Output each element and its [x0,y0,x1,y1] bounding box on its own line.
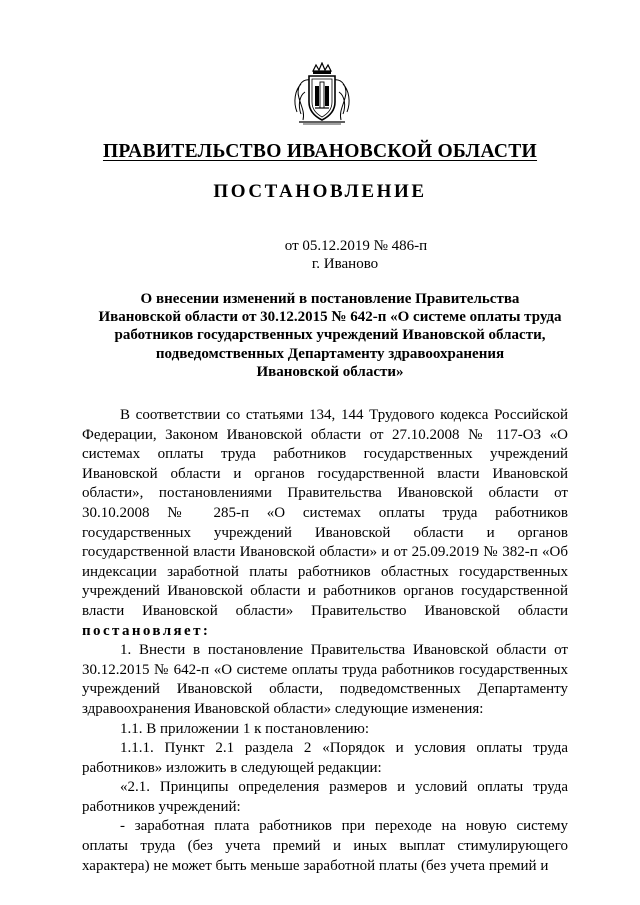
body-paragraph: 1.1. В приложении 1 к постановлению: [120,720,370,737]
body-paragraph: 1. Внести в постановление Правительства Ивановской области от 30.12.2015 № 642-п «О системе оплаты труда работников государственных учреждений Ивановской области, подведомственных Департаменту здравоохранения Ивановской области» следующие изменения: [82,642,568,717]
body-paragraph: - заработная плата работников при переходе на новую систему оплаты труда (без учета премий и иных выплат стимулирующего характера) не может быть меньше заработной платы (без учета премий и [82,818,568,874]
document-body [82,406,568,876]
preamble-text: В соответствии со статьями 134, 144 Трудового кодекса Российской Федерации, Законом Ивановской области от 27.10.2008 № 117-ОЗ «О системах оплаты труда работников государственных учреждений Ивановской области и органов государственной власти Ивановской области», постановлениями Правительства Ивановской области от 30.10.2008 № 285-п «О системах оплаты труда работников государственных учреждений Ивановской области и органов государственной власти Ивановской области» и от 25.09.2019 № 382-п «Об индексации заработной платы работников областных государственных учреждений Ивановской области и работников органов государственной власти Ивановской области» Правительство Ивановской области [82,407,568,619]
heading-line: Ивановской области» [256,363,404,380]
document-date-number: от 05.12.2019 № 486-п [284,238,428,254]
heading-line: О внесении изменений в постановление Правительства [140,291,520,307]
heading-line: Ивановской области от 30.12.2015 № 642-п «О системе оплаты труда [98,309,562,326]
body-paragraph: «2.1. Принципы определения размеров и условий оплаты труда работников учреждений: [82,779,568,815]
coat-of-arms-icon [291,62,353,126]
body-paragraph: 1.1.1. Пункт 2.1 раздела 2 «Порядок и условия оплаты труда работников» изложить в следующей редакции: [82,740,568,776]
heading-line: подведомственных Департаменту здравоохранения [155,345,505,362]
document-type: ПОСТАНОВЛЕНИЕ [213,181,427,202]
document-city: г. Иваново [311,256,379,272]
body-paragraph [82,406,568,641]
government-title: ПРАВИТЕЛЬСТВО ИВАНОВСКОЙ ОБЛАСТИ [102,141,538,162]
heading-line: работников государственных учреждений Ивановской области, [114,327,546,344]
document-heading [80,290,580,381]
resolves-keyword: постановляет: [82,622,211,639]
